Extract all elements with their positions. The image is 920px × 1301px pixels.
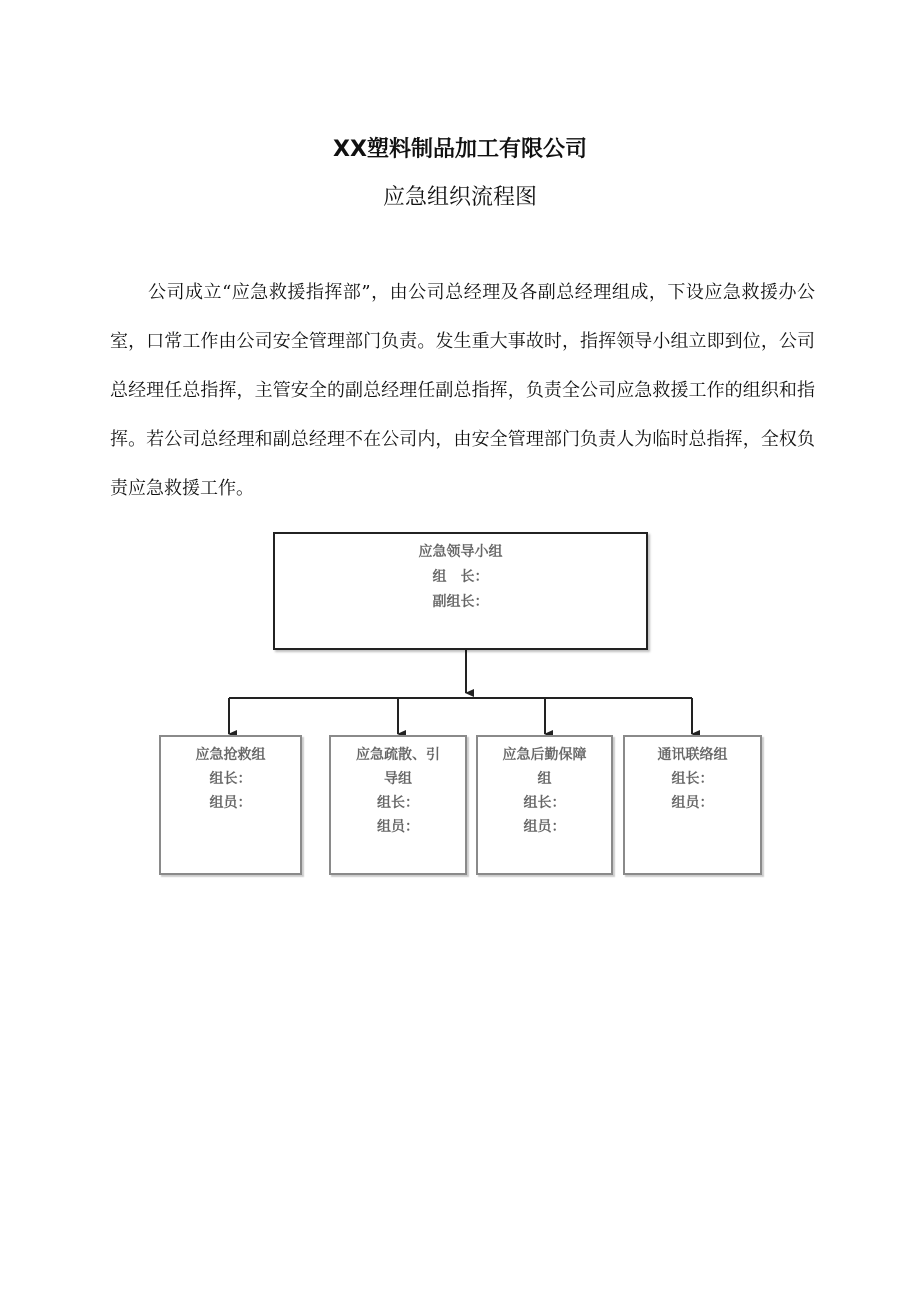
group-leader: 组长： [523, 795, 566, 811]
group-member: 组员： [671, 795, 714, 811]
group-name-continued: 导组 [384, 771, 412, 787]
group-member: 组员： [523, 819, 566, 835]
group-name: 应急疏散、引 [356, 747, 440, 763]
group-name-continued: 组 [537, 771, 552, 787]
group-name: 应急抢救组 [195, 747, 266, 763]
group-box-logistics [476, 735, 613, 875]
leadership-group-leader: 组 长： [432, 569, 489, 585]
group-box-evacuation [329, 735, 467, 875]
group-name: 通讯联络组 [657, 747, 728, 763]
group-member: 组员： [377, 819, 419, 835]
leadership-group-box [273, 532, 648, 650]
company-title: XX塑料制品加工有限公司 [333, 137, 587, 162]
intro-paragraph: 公司成立“应急救援指挥部”，由公司总经理及各副总经理组成，下设应急救援办公室，口常工作由公司安全管理部门负责。发生重大事故时，指挥领导小组立即到位，公司总经理任总指挥，主管安全的副总经理任副总指挥，负责全公司应急救援工作的组织和指挥。若公司总经理和副总经理不在公司内，由安全管理部门负责人为临时总指挥，全权负责应急救援工作。 [110, 282, 815, 499]
group-leader: 组长： [671, 771, 714, 787]
group-member: 组员： [209, 795, 252, 811]
leadership-group-deputy: 副组长： [432, 594, 489, 610]
group-leader: 组长： [209, 771, 252, 787]
leadership-group-name: 应急领导小组 [418, 544, 503, 560]
chart-title: 应急组织流程图 [382, 185, 537, 210]
group-box-rescue [159, 735, 302, 875]
group-box-communication [623, 735, 762, 875]
group-name: 应急后勤保障 [502, 747, 587, 763]
group-leader: 组长： [377, 795, 419, 811]
